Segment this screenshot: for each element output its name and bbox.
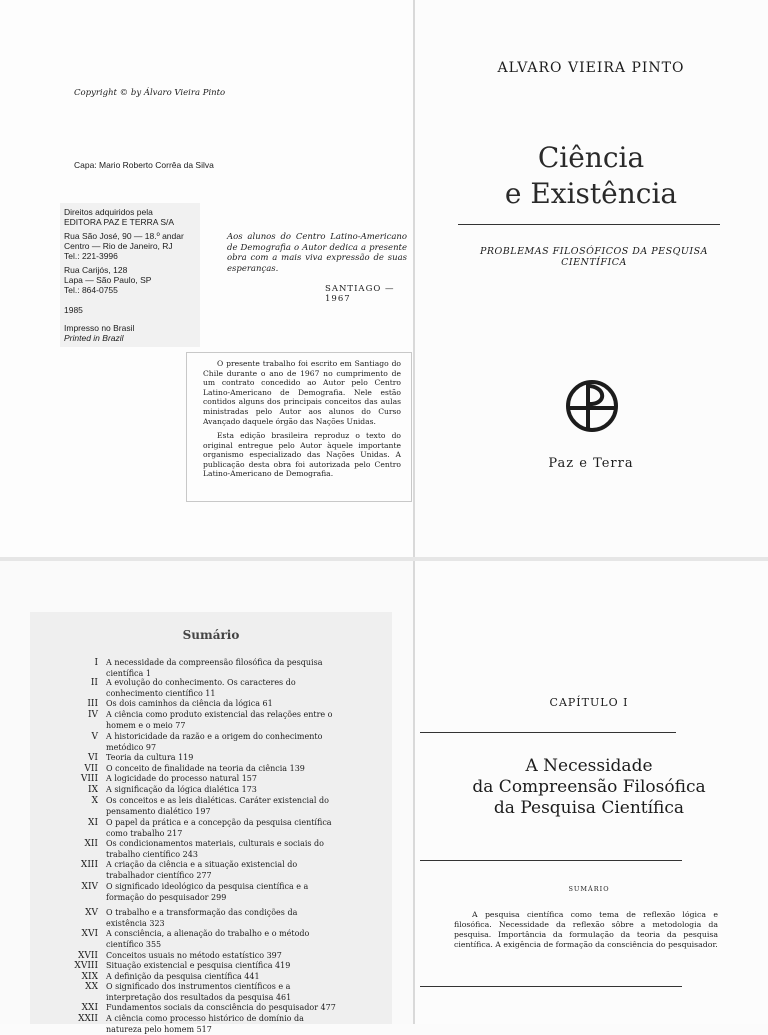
book-title-line-2: e Existência — [504, 177, 678, 210]
toc-item-number: XXII — [78, 1014, 98, 1024]
toc-item-text: A ciência como processo histórico de domínio da natureza pelo homem 517 — [106, 1014, 304, 1034]
toc-item-number: III — [87, 699, 98, 709]
rights-line: Lapa — São Paulo, SP — [64, 275, 152, 285]
toc-item-text: O trabalho e a transformação das condições da existência 323 — [106, 908, 298, 928]
toc-item-number: XI — [88, 818, 98, 828]
title-page — [414, 0, 768, 560]
toc-item-text: O significado ideológico da pesquisa científica e a formação do pesquisador 299 — [106, 882, 309, 902]
toc-item-text: O papel da prática e a concepção da pesquisa científica como trabalho 217 — [106, 818, 332, 838]
printed-in-en: Printed in Brazil — [64, 333, 124, 343]
chapter-title-line-2: da Compreensão Filosófica — [472, 777, 706, 797]
toc-item-text: Fundamentos sociais da consciência do pesquisador 477 — [106, 1003, 336, 1012]
toc-item-number: I — [94, 658, 98, 668]
rights-line: Direitos adquiridos pela — [64, 207, 153, 217]
toc-item-text: A significação da lógica dialética 173 — [106, 785, 257, 794]
edition-note-p1: O presente trabalho foi escrito em Santiago do Chile durante o ano de 1967 no cumprimento de um contrato concedido ao Autor pelo Centro Latino-Americano de Demografia. Nele estão contidos alguns dos principais conceitos das aulas ministradas pelo Autor aos alunos do Curso Avançado daquele órgão das Nações Unidas. — [203, 359, 401, 426]
toc-item-text: O significado dos instrumentos científicos e a interpretação dos resultados da pesquisa 461 — [106, 982, 292, 1002]
toc-item-number: XVII — [77, 951, 98, 961]
toc-item-number: IV — [87, 710, 98, 720]
toc-item-number: XXI — [81, 1003, 98, 1013]
toc-item-number: XX — [85, 982, 98, 992]
toc-item-text: O conceito de finalidade na teoria da ciência 139 — [106, 764, 305, 773]
toc-item-text: Teoria da cultura 119 — [106, 753, 194, 762]
toc-item-number: X — [91, 796, 98, 806]
book-subtitle: PROBLEMAS FILOSÓFICOS DA PESQUISA CIENTÍFICA — [479, 246, 709, 268]
dedication-signature: SANTIAGO — 1967 — [325, 284, 395, 304]
rights-line: Centro — Rio de Janeiro, RJ — [64, 241, 173, 251]
toc-item-number: II — [90, 678, 98, 688]
chapter-rule-bottom — [420, 986, 682, 987]
vertical-fold — [413, 0, 415, 1024]
chapter-number: CAPÍTULO I — [549, 696, 629, 709]
cover-credit: Capa: Mario Roberto Corrêa da Silva — [74, 160, 214, 170]
toc-item-text: Os dois caminhos da ciência da lógica 61 — [106, 699, 273, 708]
paz-e-terra-logo-icon — [564, 378, 620, 434]
book-title — [414, 140, 768, 212]
toc-item-text: A criação da ciência e a situação existencial do trabalhador científico 277 — [106, 860, 298, 880]
book-title-line-1: Ciência — [537, 141, 645, 174]
rights-line: Tel.: 864-0755 — [64, 285, 118, 295]
toc-title: Sumário — [182, 628, 240, 642]
printed-in-pt: Impresso no Brasil — [64, 323, 135, 333]
toc-item-text: Situação existencial e pesquisa científica 419 — [106, 961, 291, 970]
horizontal-fold — [0, 557, 768, 561]
toc-item-number: XIV — [81, 882, 98, 892]
toc-item-number: VII — [84, 764, 98, 774]
toc-item-number: XIX — [81, 972, 98, 982]
title-rule — [458, 224, 720, 225]
toc-item-text: A logicidade do processo natural 157 — [106, 774, 257, 783]
toc-item-number: V — [91, 732, 98, 742]
toc-item-number: XII — [84, 839, 98, 849]
edition-note-p2: Esta edição brasileira reproduz o texto do original entregue pelo Autor àquele importante organismo especializado das Nações Unidas. A publicação desta obra foi autorizada pelo Centro Latino-Americano de Demografia. — [203, 431, 401, 479]
toc-page — [0, 560, 414, 1034]
toc-item-number: VI — [87, 753, 98, 763]
toc-item-number: XV — [85, 908, 98, 918]
rights-line: Rua São José, 90 — 18.º andar — [64, 231, 184, 241]
toc-item-number: IX — [88, 785, 98, 795]
copyright-line: Copyright © by Álvaro Vieira Pinto — [74, 88, 226, 98]
rights-line: Rua Carijós, 128 — [64, 265, 128, 275]
summary-text: A pesquisa científica como tema de reflexão lógica e filosófica. Necessidade da reflexão sôbre a metodologia da pesquisa. Importância da formulação da teoria da pesquisa científica. A exigência de formação da consciência do pesquisador. — [454, 910, 718, 949]
summary-label: SUMÁRIO — [568, 885, 610, 893]
chapter-title-line-3: da Pesquisa Científica — [493, 798, 685, 818]
chapter-rule-top — [420, 732, 676, 733]
dedication: Aos alunos do Centro Latino-Americano de Demografia o Autor dedica a presente obra com a mais viva expressão de suas esperanças. — [227, 232, 407, 274]
toc-item-text: A historicidade da razão e a origem do conhecimento metódico 97 — [106, 732, 323, 752]
toc-item-number: VIII — [80, 774, 98, 784]
rights-line: Tel.: 221-3996 — [64, 251, 118, 261]
edition-year: 1985 — [64, 305, 83, 315]
copyright-page — [0, 0, 414, 560]
toc-item-text: A evolução do conhecimento. Os caracteres do conhecimento científico 11 — [106, 678, 296, 698]
toc-item-text: Os conceitos e as leis dialéticas. Caráter existencial do pensamento dialético 197 — [106, 796, 329, 816]
publisher-rights-box — [60, 203, 200, 347]
edition-note-box — [186, 352, 412, 502]
toc-item-text: Os condicionamentos materiais, culturais e sociais do trabalho científico 243 — [106, 839, 324, 859]
toc-item-number: XVI — [81, 929, 98, 939]
toc-item-number: XIII — [80, 860, 98, 870]
toc-item-text: A definição da pesquisa científica 441 — [106, 972, 260, 981]
toc-item-text: Conceitos usuais no método estatístico 397 — [106, 951, 282, 960]
publisher-name: Paz e Terra — [548, 456, 634, 471]
chapter-page — [414, 560, 768, 1024]
toc-item-text: A consciência, a alienação do trabalho e o método científico 355 — [106, 929, 310, 949]
toc-item-number: XVIII — [74, 961, 98, 971]
chapter-title — [414, 756, 764, 819]
toc-item-text: A necessidade da compreensão filosófica da pesquisa científica 1 — [106, 658, 323, 678]
author-name: ALVARO VIEIRA PINTO — [497, 60, 685, 76]
rights-line: EDITORA PAZ E TERRA S/A — [64, 217, 175, 227]
toc-item-text: A ciência como produto existencial das relações entre o homem e o meio 77 — [106, 710, 333, 730]
chapter-rule-middle — [420, 860, 682, 861]
chapter-title-line-1: A Necessidade — [525, 756, 653, 776]
